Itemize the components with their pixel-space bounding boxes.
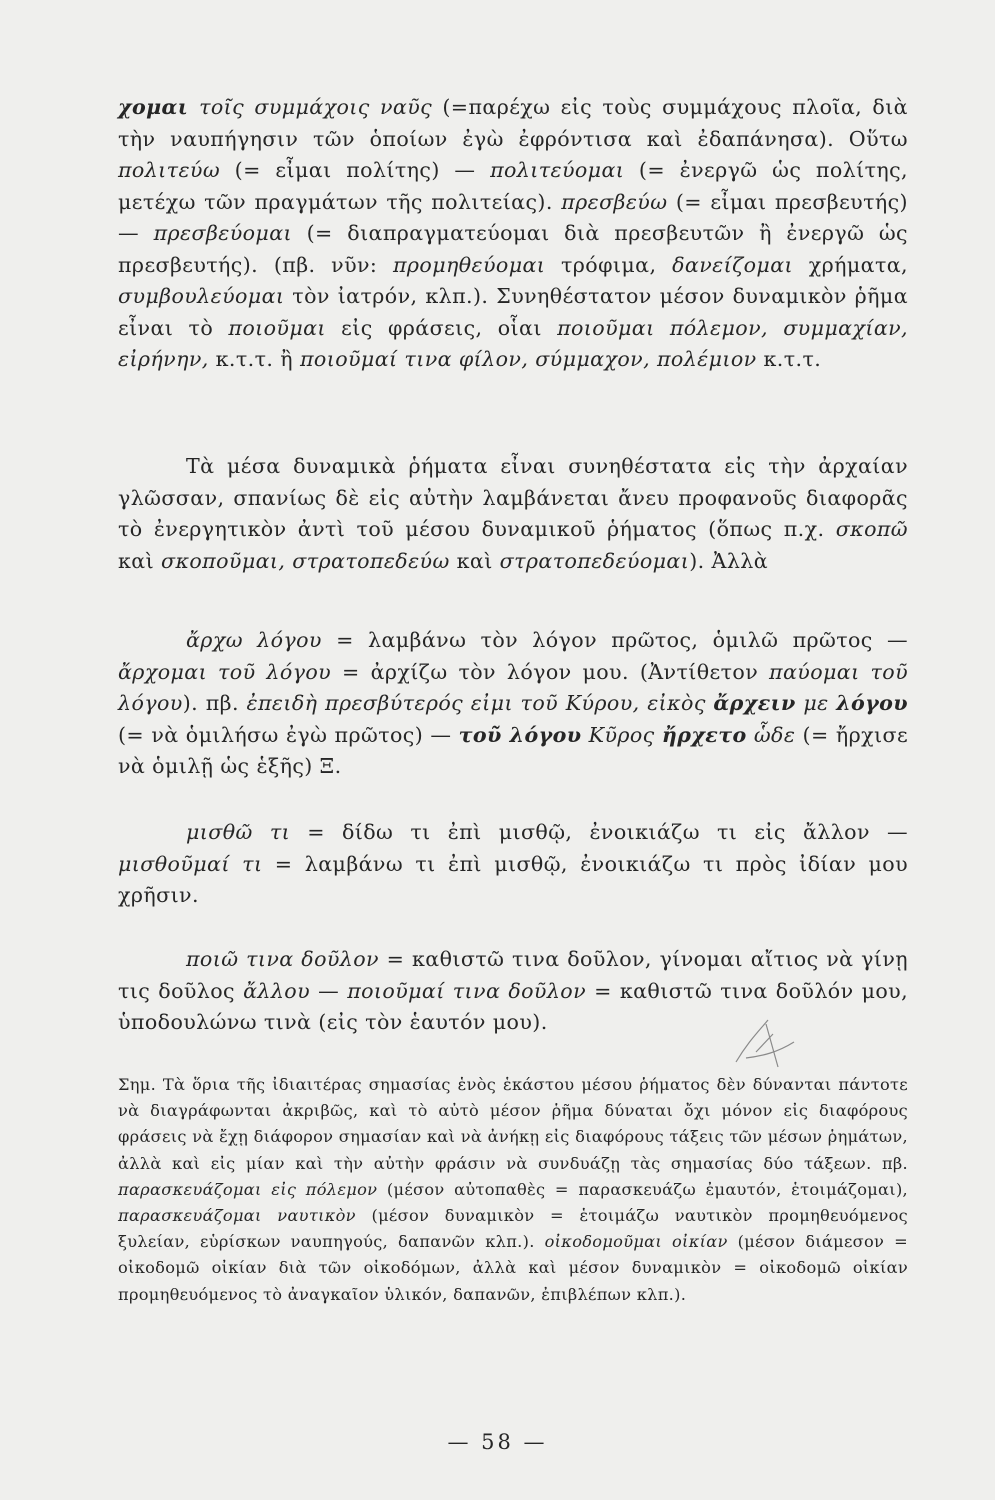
paragraph-run: προμηθεύομαι [392, 252, 546, 277]
paragraph-run: ἤρχετο [661, 722, 747, 747]
paragraph-run: = δίδω τι ἐπὶ μισθῷ, ἐνοικιάζω τι εἰς ἄλλον — [290, 820, 909, 844]
paragraph-run: ποιοῦμαι πόλεμον, συμμαχίαν, εἰρήνην, [118, 315, 908, 371]
paragraph-run: εἰς φράσεις, οἷαι [325, 315, 558, 340]
paragraph-run: σκοποῦμαι, στρατοπεδεύω [161, 548, 450, 573]
paragraph-text [118, 451, 908, 577]
paragraph-run: Κῦρος [581, 722, 662, 747]
paragraph-run: χομαι [118, 95, 200, 119]
footnote-run: (μέσον αὐτοπαθὲς = παρασκευάζω ἐμαυτόν, ἑτοιμάζομαι), [377, 1179, 909, 1199]
footnote-run: (μέσον διάμεσον = οἰκοδομῶ οἰκίαν διὰ τῶν οἰκοδόμων, ἀλλὰ καὶ μέσον δυναμικὸν = οἰκοδομῶ οἰκίαν προμηθευόμενος τὸ ἀναγκαῖον ὑλικόν, δαπανῶν, ἐπιβλέπων κλπ.). [118, 1232, 908, 1304]
paragraph-run: (= νὰ ὁμιλήσω ἐγὼ πρῶτος) — [118, 722, 459, 747]
paragraph-run: κ.τ.τ. ἢ [208, 347, 300, 371]
paragraph-run: κ.τ.τ. [756, 347, 822, 371]
paragraph-run: ). πβ. [182, 691, 247, 715]
footnote-run: παρασκευάζομαι εἰς πόλεμον [118, 1179, 378, 1199]
paragraph-run: (= διαπραγματεύομαι διὰ πρεσβευτῶν ἢ ἐνεργῶ ὡς πρεσβευτής). (πβ. νῦν: [118, 221, 908, 277]
paragraph-run: ἐπειδὴ πρεσβύτερός εἰμι τοῦ Κύρου, εἰκὸς [246, 691, 714, 715]
paragraph-run: τοῦ λόγου [458, 722, 582, 747]
paragraph-run: ἄλλου [243, 978, 311, 1003]
footnote [118, 1072, 908, 1308]
paragraph-run: (= εἶμαι πολίτης) — [220, 158, 491, 182]
paragraph-run: πολιτεύομαι [490, 158, 625, 182]
paragraph-run: = καθιστῶ τινα δοῦλον, γίνομαι αἴτιος νὰ γίνῃ τις δοῦλος [118, 947, 908, 1003]
paragraph-run: σκοπῶ [835, 517, 908, 541]
paragraph-run: = ἀρχίζω τὸν λόγον μου. (Ἀντίθετον [331, 659, 770, 684]
footnote-text [118, 1072, 908, 1308]
paragraph-run: ποιοῦμαί τινα φίλον, σύμμαχον, πολέμιον [299, 347, 757, 371]
paragraph-run: ποιῶ τινα δοῦλον [186, 947, 379, 971]
paragraph-run: (= εἶμαι πρεσβευτής) — [118, 189, 908, 245]
paragraph-run: χρήματα, [793, 252, 908, 277]
paragraph-run: Τὰ μέσα δυναμικὰ ῥήματα εἶναι συνηθέστατα εἰς τὴν ἀρχαίαν γλῶσσαν, σπανίως δὲ εἰς αὐτὴν λαμβάνεται ἄνευ προφανοῦς διαφορᾶς τὸ ἐνεργητικὸν ἀντὶ τοῦ μέσου δυναμικοῦ ῥήματος (ὅπως π.χ. [118, 454, 908, 541]
paragraph-text [118, 92, 908, 376]
page-number: — 58 — [447, 1430, 548, 1454]
paragraph-run: μισθοῦμαί τι [118, 851, 263, 876]
footnote-run: οἰκοδομοῦμαι οἰκίαν [544, 1232, 728, 1252]
paragraph-run: μισθῶ τι [186, 820, 291, 844]
paragraph-run: ὧδε [746, 722, 796, 747]
paragraph-2 [118, 451, 908, 577]
paragraph-run: ἄρχω λόγου [186, 628, 322, 652]
footnote-run: (μέσον δυναμικὸν = ἑτοιμάζω ναυτικὸν προμηθευόμενος ξυλείαν, εὑρίσκων ναυπηγούς, δαπανῶν κλπ.). [118, 1206, 909, 1252]
footnote-run: Σημ. Τὰ ὅρια τῆς ἰδιαιτέρας σημασίας ἑνὸς ἑκάστου μέσου ῥήματος δὲν δύνανται πάντοτε νὰ διαγράφωνται ἀκριβῶς, καὶ τὸ αὐτὸ μέσον ῥῆμα δύναται ὄχι μόνον εἰς διαφόρους φράσεις νὰ ἔχῃ διάφορον σημασίαν καὶ νὰ ἀνήκῃ εἰς διαφόρους τάξεις τῶν μέσων ῥημάτων, ἀλλὰ καὶ εἰς μίαν καὶ τὴν αὐτὴν φράσιν νὰ συνδυάζῃ τὰς σημασίας δύο τάξεων. πβ. [118, 1075, 908, 1173]
paragraph-run: ἄρχομαι τοῦ λόγου [118, 659, 332, 684]
paragraph-run: — [310, 978, 348, 1003]
paragraph-run: = λαμβάνω τι ἐπὶ μισθῷ, ἐνοικιάζω τι πρὸς ἰδίαν μου χρῆσιν. [118, 851, 908, 907]
paragraph-run: πολιτεύω [118, 158, 221, 182]
paragraph-run: καὶ [118, 548, 161, 573]
paragraph-run: στρατοπεδεύομαι [499, 548, 690, 573]
paragraph-1 [118, 92, 908, 376]
paragraph-run: (=παρέχω εἰς τοὺς συμμάχους πλοῖα, διὰ τὴν ναυπήγησιν τῶν ὁποίων ἐγὼ ἐφρόντισα καὶ ἐδαπάνησα). Οὕτω [118, 95, 908, 151]
paragraph-run: τρόφιμα, [545, 252, 673, 277]
paragraph-run: τοῖς συμμάχοις ναῦς [199, 95, 433, 119]
paragraph-run: τὸν ἰατρόν, κλπ.). Συνηθέστατον μέσον δυναμικὸν ῥῆμα εἶναι τὸ [118, 284, 908, 340]
paragraph-run: συμβουλεύομαι [118, 284, 285, 308]
paragraph-run: (= ἐνεργῶ ὡς πολίτης, μετέχω τῶν πραγμάτων τῆς πολιτείας). [118, 158, 909, 214]
paragraph-run: παύομαι τοῦ λόγου [118, 659, 909, 715]
paragraph-run: = λαμβάνω τὸν λόγον πρῶτος, ὁμιλῶ πρῶτος — [321, 628, 908, 652]
paragraph-run: πρεσβεύομαι [153, 221, 292, 245]
paragraph-run: με [795, 691, 837, 715]
paragraph-3 [118, 625, 908, 783]
paragraph-text [118, 625, 908, 783]
paragraph-run: ποιοῦμαί τινα δοῦλον [347, 978, 587, 1003]
paragraph-run: = καθιστῶ τινα δοῦλόν μου, ὑποδουλώνω τινὰ (εἰς τὸν ἑαυτόν μου). [118, 978, 909, 1034]
handwritten-signature [728, 1012, 798, 1070]
paragraph-run: δανείζομαι [672, 252, 794, 277]
paragraph-run: λόγου [836, 691, 908, 715]
paragraph-text [118, 817, 908, 912]
paragraph-run: ἄρχειν [713, 691, 796, 715]
paragraph-run: ποιοῦμαι [228, 315, 326, 340]
paragraph-run: καὶ [449, 548, 500, 573]
paragraph-4 [118, 817, 908, 912]
paragraph-run: πρεσβεύω [561, 189, 668, 214]
paragraph-run: (= ἤρχισε νὰ ὁμιλῇ ὡς ἑξῆς) Ξ. [118, 722, 909, 778]
paragraph-run: ). Ἀλλὰ [689, 548, 769, 573]
footnote-run: παρασκευάζομαι ναυτικὸν [118, 1206, 356, 1226]
